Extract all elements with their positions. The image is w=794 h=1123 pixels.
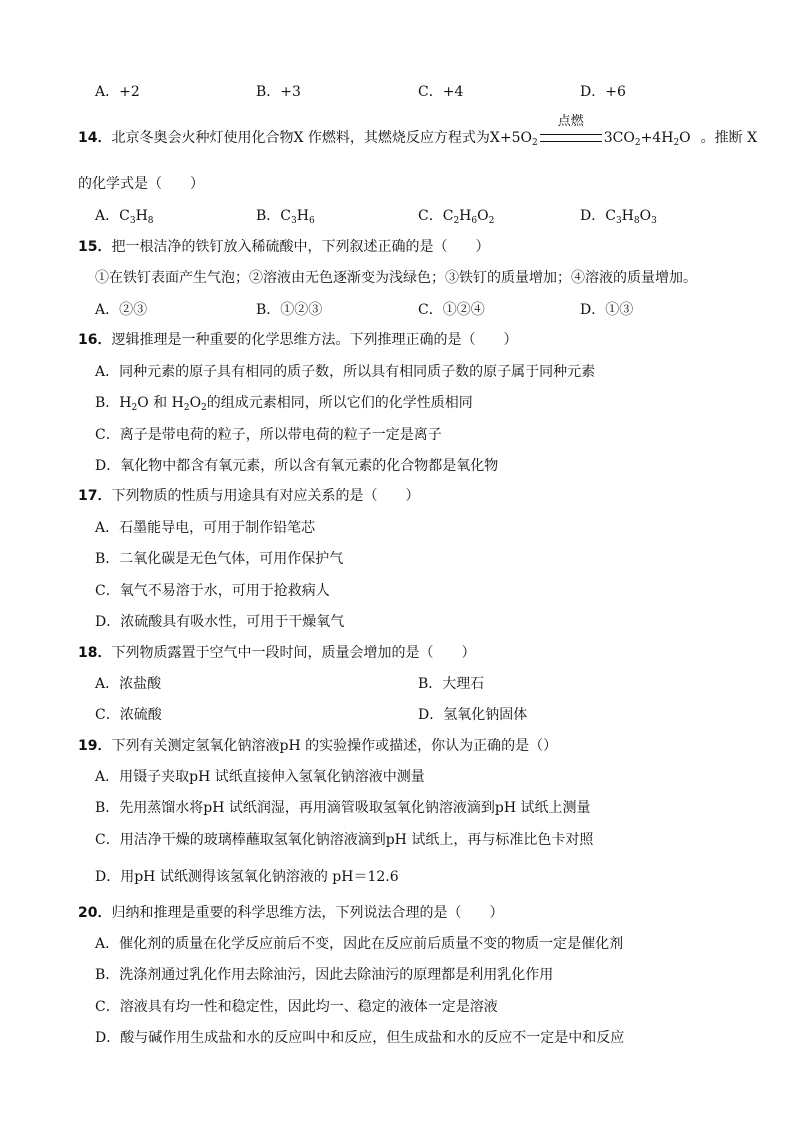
q18-stem [78, 643, 475, 663]
q15-text: 把一根洁净的铁钉放入稀硫酸中，下列叙述正确的是（ ） [111, 239, 490, 255]
q13-option-c: C．+4 [418, 84, 464, 100]
q18-option-c: C．浓硫酸 [95, 707, 162, 723]
q20-number: 20． [78, 905, 112, 921]
q14-equation: $X+5O_2$ 点燃 $3CO_2+4H_2O$ [489, 114, 691, 148]
q18-option-d: D．氢氧化钠固体 [418, 707, 528, 723]
q14-text: 北京冬奥会火种灯使用化合物X 作燃料，其燃烧反应方程式为 [111, 130, 490, 146]
reaction-arrow [540, 114, 602, 142]
q13-option-a: A．+2 [95, 84, 140, 100]
q20-option-c: C．溶液具有均一性和稳定性，因此均一、稳定的液体一定是溶液 [95, 999, 498, 1015]
q18-text: 下列物质露置于空气中一段时间，质量会增加的是（ ） [111, 645, 476, 661]
q15-option-a: A．②③ [95, 302, 148, 318]
q20-option-a: A．催化剂的质量在化学反应前后不变，因此在反应前后质量不变的物质一定是催化剂 [95, 936, 624, 952]
q17-option-c: C．氧气不易溶于水，可用于抢救病人 [95, 583, 330, 599]
q20-option-b: B．洗涤剂通过乳化作用去除油污，因此去除油污的原理都是利用乳化作用 [95, 967, 554, 983]
q16-stem [78, 330, 517, 350]
q14-stem [78, 114, 758, 148]
q19-option-d: D．用pH 试纸测得该氢氧化钠溶液的 pH＝12.6 [95, 869, 399, 885]
q17-option-d: D．浓硫酸具有吸水性，可用于干燥氧气 [95, 614, 345, 630]
q14-option-b: B．$C_3H_6$ [256, 208, 315, 226]
q20-text: 归纳和推理是重要的科学思维方法，下列说法合理的是（ ） [111, 905, 504, 921]
q20-stem [78, 903, 503, 923]
q16-option-b: B．$H_2O$ 和 $H_2O_2$的组成元素相同，所以它们的化学性质相同 [95, 395, 473, 413]
q15-number: 15． [78, 239, 112, 255]
q19-option-c: C．用洁净干燥的玻璃棒蘸取氢氧化钠溶液滴到pH 试纸上，再与标准比色卡对照 [95, 832, 594, 848]
q20-option-d: D．酸与碱作用生成盐和水的反应叫中和反应，但生成盐和水的反应不一定是中和反应 [95, 1030, 625, 1046]
q18-option-b: B．大理石 [418, 676, 485, 692]
q16-option-c: C．离子是带电荷的粒子，所以带电荷的粒子一定是离子 [95, 427, 442, 443]
q16-option-d: D．氧化物中都含有氧元素，所以含有氧元素的化合物都是氧化物 [95, 458, 499, 474]
reaction-condition: 点燃 [557, 114, 584, 129]
q15-option-d: D．①③ [580, 302, 634, 318]
q14-option-c: C．$C_2H_6O_2$ [418, 208, 495, 226]
q17-stem [78, 486, 419, 506]
q14-stem-cont: 的化学式是（ ） [78, 176, 204, 192]
q14-option-d: D．$C_3H_8O_3$ [580, 208, 657, 226]
q15-stem [78, 237, 489, 257]
q15-statement: ①在铁钉表面产生气泡；②溶液由无色逐渐变为浅绿色；③铁钉的质量增加；④溶液的质量增加。 [95, 270, 697, 286]
q19-stem [78, 736, 557, 756]
q19-number: 19． [78, 738, 112, 754]
q16-text: 逻辑推理是一种重要的化学思维方法。下列推理正确的是（ ） [111, 332, 518, 348]
q18-number: 18． [78, 645, 112, 661]
q19-option-a: A．用镊子夹取pH 试纸直接伸入氢氧化钠溶液中测量 [95, 769, 425, 785]
q13-option-d: D．+6 [580, 84, 626, 100]
q14-option-a: A．$C_3H_8$ [95, 208, 154, 226]
q17-option-a: A．石墨能导电，可用于制作铅笔芯 [95, 520, 316, 536]
q17-option-b: B．二氧化碳是无色气体，可用作保护气 [95, 551, 344, 567]
q19-text: 下列有关测定氢氧化钠溶液pH 的实验操作或描述，你认为正确的是（） [111, 738, 558, 754]
q14-text-tail: 。推断 X [700, 130, 758, 146]
q17-text: 下列物质的性质与用途具有对应关系的是（ ） [111, 488, 420, 504]
q14-number: 14． [78, 130, 112, 146]
q15-option-c: C．①②④ [418, 302, 485, 318]
q16-number: 16． [78, 332, 112, 348]
q19-option-b: B．先用蒸馏水将pH 试纸润湿，再用滴管吸取氢氧化钠溶液滴到pH 试纸上测量 [95, 800, 591, 816]
q16-option-a: A．同种元素的原子具有相同的质子数，所以具有相同质子数的原子属于同种元素 [95, 364, 596, 380]
q13-option-b: B．+3 [256, 84, 301, 100]
q17-number: 17． [78, 488, 112, 504]
q18-option-a: A．浓盐酸 [95, 676, 162, 692]
q15-option-b: B．①②③ [256, 302, 323, 318]
